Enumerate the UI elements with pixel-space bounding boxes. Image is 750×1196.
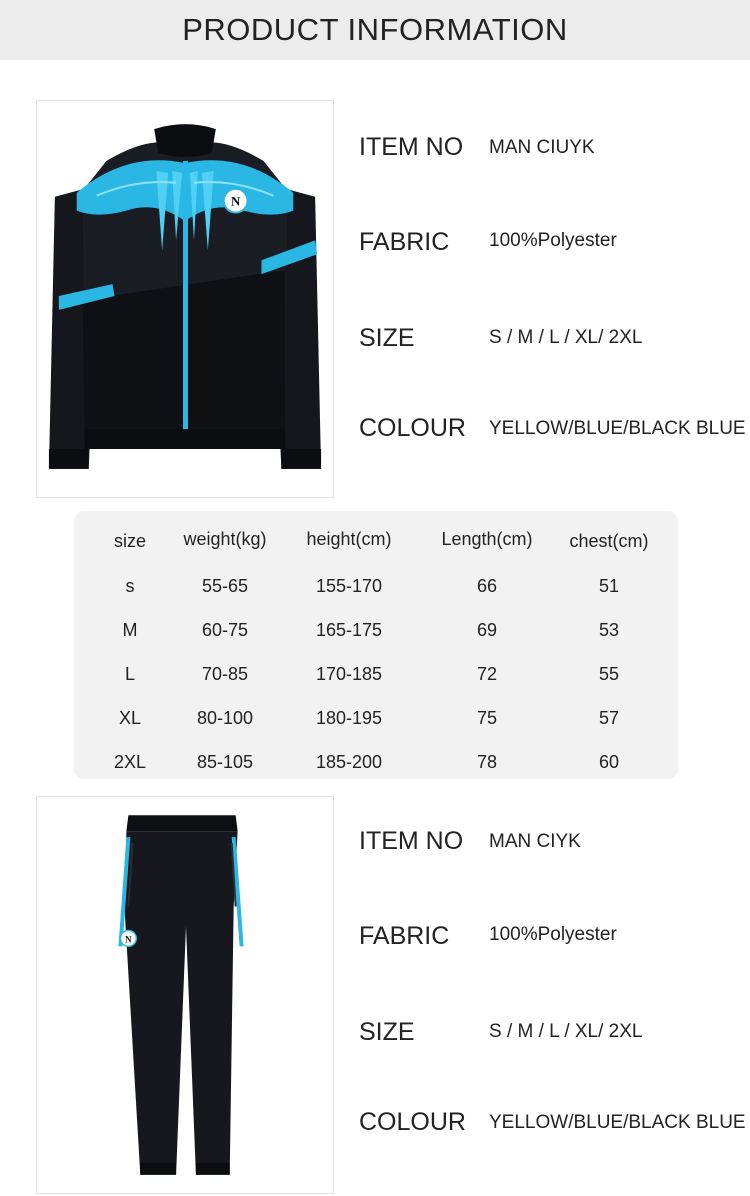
pants-colour-label: COLOUR (359, 1108, 466, 1136)
table-cell: 170-185 (315, 664, 383, 684)
table-cell: 51 (598, 576, 620, 596)
table-cell: 69 (476, 620, 498, 640)
table-header-chest: chest(cm) (569, 531, 649, 551)
table-cell: 60-75 (201, 620, 249, 640)
pants-item-no-value: MAN CIYK (489, 831, 581, 852)
table-cell: 70-85 (201, 664, 249, 684)
table-cell: 55-65 (201, 576, 249, 596)
jacket-size-label: SIZE (359, 324, 415, 352)
jacket-fabric-label: FABRIC (359, 228, 450, 256)
table-cell: 66 (476, 576, 498, 596)
table-cell: 55 (598, 664, 620, 684)
table-cell: XL (118, 708, 142, 728)
pants-size-label: SIZE (359, 1018, 415, 1046)
pants-illustration (37, 797, 333, 1193)
table-cell: 180-195 (315, 708, 383, 728)
table-cell: 80-100 (196, 708, 254, 728)
table-cell: s (125, 576, 135, 596)
jacket-fabric-value: 100%Polyester (489, 230, 617, 251)
jacket-image (36, 100, 334, 498)
pants-size-value: S / M / L / XL/ 2XL (489, 1021, 643, 1042)
jacket-badge-letter: N (230, 193, 241, 209)
table-cell: 2XL (113, 752, 147, 772)
page-header (0, 0, 750, 60)
pants-item-no-label: ITEM NO (359, 827, 464, 855)
table-cell: L (124, 664, 136, 684)
table-cell: 75 (476, 708, 498, 728)
table-header-size: size (113, 531, 147, 551)
pants-image (36, 796, 334, 1194)
pants-badge-letter: N (125, 934, 132, 945)
size-chart-table (74, 511, 678, 779)
pants-fabric-label: FABRIC (359, 922, 450, 950)
jacket-item-no-value: MAN CIUYK (489, 137, 595, 158)
jacket-size-value: S / M / L / XL/ 2XL (489, 327, 643, 348)
table-cell: 53 (598, 620, 620, 640)
table-cell: 155-170 (315, 576, 383, 596)
jacket-item-no-label: ITEM NO (359, 133, 464, 161)
table-header-length: Length(cm) (441, 529, 533, 549)
table-header-weight: weight(kg) (183, 529, 267, 549)
page-title: PRODUCT INFORMATION (182, 12, 568, 47)
jacket-colour-label: COLOUR (359, 414, 466, 442)
table-header-height: height(cm) (306, 529, 392, 549)
jacket-colour-value: YELLOW/BLUE/BLACK BLUE (489, 418, 746, 439)
table-cell: 185-200 (315, 752, 383, 772)
table-cell: 60 (598, 752, 620, 772)
jacket-illustration (37, 101, 333, 497)
table-cell: 78 (476, 752, 498, 772)
pants-colour-value: YELLOW/BLUE/BLACK BLUE (489, 1112, 746, 1133)
table-cell: 165-175 (315, 620, 383, 640)
pants-fabric-value: 100%Polyester (489, 924, 617, 945)
table-cell: 85-105 (196, 752, 254, 772)
table-cell: M (122, 620, 138, 640)
table-cell: 57 (598, 708, 620, 728)
table-cell: 72 (476, 664, 498, 684)
